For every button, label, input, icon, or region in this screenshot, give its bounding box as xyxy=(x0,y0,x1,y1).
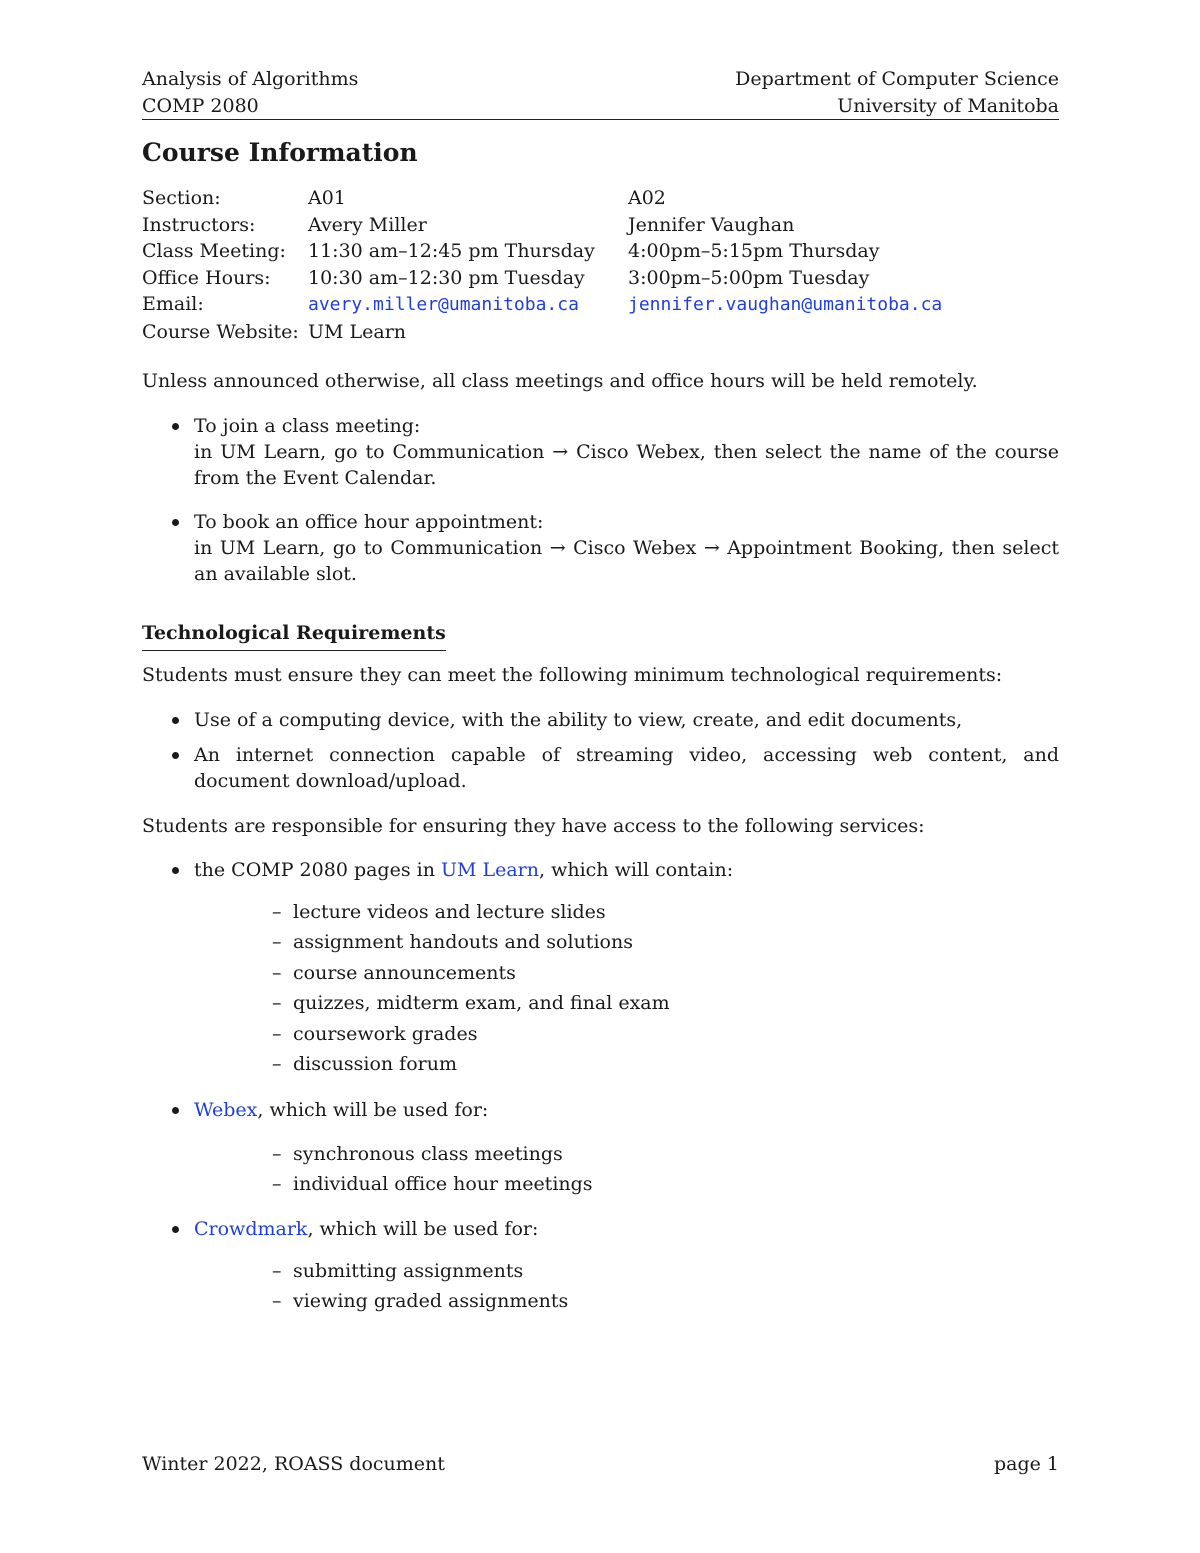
sub-list xyxy=(194,1256,1059,1317)
list-item: – lecture videos and lecture slides xyxy=(272,901,606,923)
access-item-text: in UM Learn, go to Communication → Cisco Webex, then select the name of the course from the Event Calendar. xyxy=(194,441,1059,489)
list-item xyxy=(142,1097,1059,1200)
document-page xyxy=(142,0,1059,1553)
bullet-icon xyxy=(172,423,179,430)
list-item xyxy=(142,707,1059,733)
remote-notice: Unless announced otherwise, all class meetings and office hours will be held remotely. xyxy=(142,370,978,392)
info-row-section xyxy=(142,185,942,212)
info-a02: 4:00pm–5:15pm Thursday xyxy=(628,240,880,262)
service-prefix: the COMP 2080 pages in xyxy=(194,859,441,881)
requirement-text: An internet connection capable of streaming video, accessing web content, and document download/upload. xyxy=(194,744,1059,792)
info-row-class-meeting xyxy=(142,238,942,265)
info-a02: A02 xyxy=(628,187,666,209)
email-link-a01[interactable]: avery.miller@umanitoba.ca xyxy=(308,294,579,315)
list-item: – coursework grades xyxy=(272,1022,478,1045)
list-item: – discussion forum xyxy=(272,1053,457,1076)
bullet-icon xyxy=(172,717,179,724)
service-suffix: , which will be used for: xyxy=(307,1218,539,1240)
bullet-icon xyxy=(172,1107,179,1114)
email-link-a02[interactable]: jennifer.vaughan@umanitoba.ca xyxy=(628,294,943,315)
requirements-list xyxy=(142,707,1059,794)
service-suffix: , which will contain: xyxy=(539,859,734,881)
crowdmark-link[interactable]: Crowdmark xyxy=(194,1218,308,1240)
services-intro: Students are responsible for ensuring they have access to the following services: xyxy=(142,815,925,837)
services-list xyxy=(142,1216,1059,1317)
list-item xyxy=(142,413,1059,491)
info-label: Email: xyxy=(142,293,204,315)
list-item: – synchronous class meetings xyxy=(272,1143,563,1165)
header-department: Department of Computer Science xyxy=(735,68,1059,90)
services-list xyxy=(142,857,1059,1079)
list-item: – submitting assignments xyxy=(272,1260,524,1282)
info-label: Class Meeting: xyxy=(142,240,286,262)
page-footer xyxy=(142,1451,1059,1477)
list-item: – viewing graded assignments xyxy=(272,1290,569,1313)
list-item xyxy=(142,742,1059,794)
webex-link[interactable]: Webex xyxy=(194,1099,258,1121)
list-item: – course announcements xyxy=(272,961,516,984)
info-row-office-hours xyxy=(142,265,942,292)
um-learn-link[interactable]: UM Learn xyxy=(440,859,539,881)
page-number: page 1 xyxy=(993,1453,1059,1475)
header-university: University of Manitoba xyxy=(837,95,1059,117)
info-table xyxy=(142,185,942,345)
info-a01: A01 xyxy=(308,187,346,209)
access-item-lead: To book an office hour appointment: xyxy=(194,511,544,533)
info-a01: UM Learn xyxy=(308,320,407,343)
list-item xyxy=(142,857,1059,1079)
header-course-name: Analysis of Algorithms xyxy=(142,68,359,90)
service-suffix: , which will be used for: xyxy=(257,1099,489,1121)
page-header xyxy=(142,66,1059,120)
list-item: – assignment handouts and solutions xyxy=(272,931,633,954)
list-item xyxy=(142,1216,1059,1317)
tech-intro: Students must ensure they can meet the following minimum technological requirements: xyxy=(142,664,1003,686)
list-item xyxy=(142,509,1059,587)
footer-left: Winter 2022, ROASS document xyxy=(142,1453,445,1475)
info-label: Office Hours: xyxy=(142,266,271,289)
sub-list xyxy=(194,1139,1059,1200)
services-list xyxy=(142,1097,1059,1200)
bullet-icon xyxy=(172,1226,179,1233)
page-title: Course Information xyxy=(142,138,418,167)
list-item: – individual office hour meetings xyxy=(272,1173,593,1196)
info-row-website xyxy=(142,319,942,346)
requirement-text: Use of a computing device, with the ability to view, create, and edit documents, xyxy=(194,709,963,731)
info-a01: 10:30 am–12:30 pm Tuesday xyxy=(308,266,585,289)
bullet-icon xyxy=(172,519,179,526)
access-item-text: in UM Learn, go to Communication → Cisco Webex → Appointment Booking, then select an available slot. xyxy=(194,537,1059,585)
bullet-icon xyxy=(172,867,179,874)
sub-list xyxy=(194,897,1059,1079)
info-a02: 3:00pm–5:00pm Tuesday xyxy=(628,266,870,289)
list-item: – quizzes, midterm exam, and final exam xyxy=(272,992,670,1015)
info-a02: Jennifer Vaughan xyxy=(628,213,795,236)
info-label: Instructors: xyxy=(142,213,256,236)
access-list xyxy=(142,413,1059,587)
bullet-icon xyxy=(172,752,179,759)
header-rule xyxy=(142,119,1059,120)
section-heading-tech: Technological Requirements xyxy=(142,620,446,651)
header-course-code: COMP 2080 xyxy=(142,95,259,117)
info-a01: 11:30 am–12:45 pm Thursday xyxy=(308,240,595,262)
access-item-lead: To join a class meeting: xyxy=(194,415,421,437)
info-label: Course Website: xyxy=(142,320,299,343)
info-row-instructors xyxy=(142,212,942,239)
info-a01: Avery Miller xyxy=(308,213,427,236)
info-label: Section: xyxy=(142,187,221,209)
info-row-email xyxy=(142,291,942,319)
